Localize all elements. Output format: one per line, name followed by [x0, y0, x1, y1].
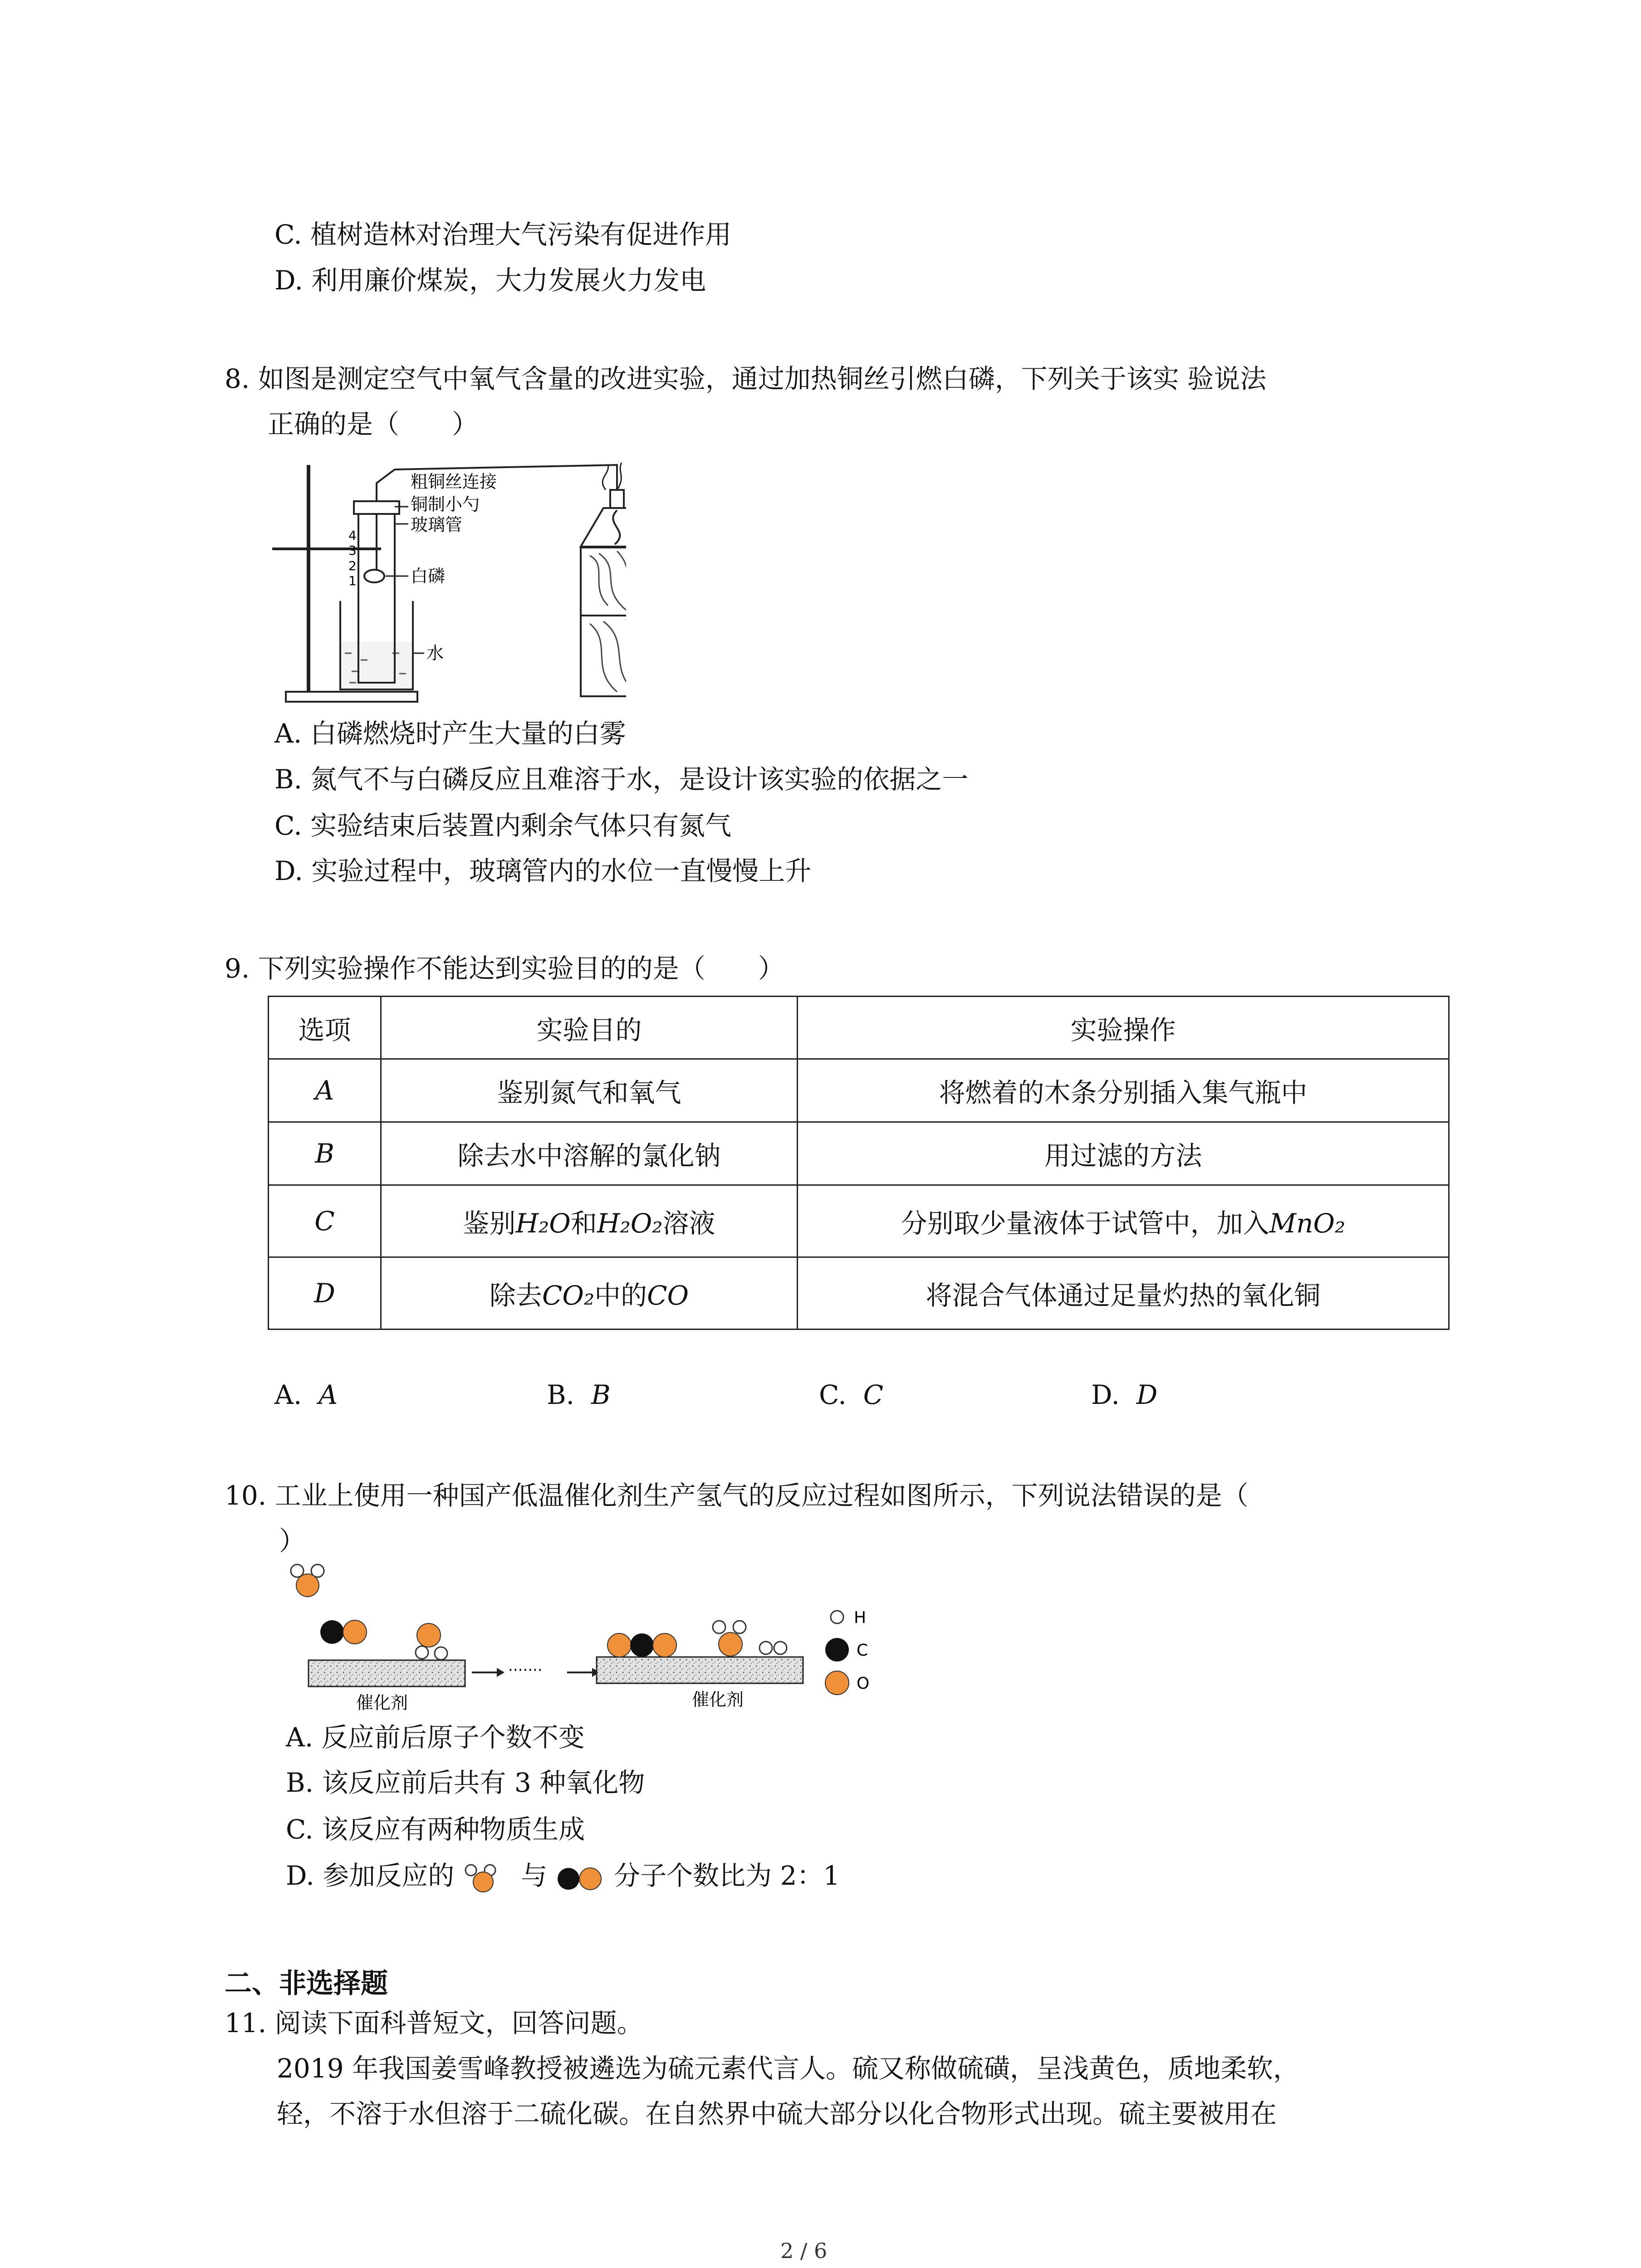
q9-choice-a: A. A [274, 1379, 338, 1410]
q8-option-b: B. 氮气不与白磷反应且难溶于水，是设计该实验的依据之一 [274, 764, 969, 795]
q10-option-d: D. 参加反应的 与 分子个数比为 2：1 [286, 1860, 840, 1893]
catalyst-right [597, 1657, 803, 1683]
q9-choice-b: B. B [547, 1379, 611, 1410]
row-a-purpose: 鉴别氮气和氧气 [381, 1059, 798, 1122]
q8-option-d: D. 实验过程中，玻璃管内的水位一直慢慢上升 [274, 855, 812, 886]
reaction-dots: ······· [508, 1661, 543, 1679]
catalyst-right-label: 催化剂 [692, 1690, 744, 1710]
q7-option-d: D. 利用廉价煤炭，大力发展火力发电 [274, 265, 706, 296]
co2-molecule [630, 1633, 654, 1657]
mark-1: 1 [348, 573, 357, 588]
table-row [269, 1059, 1449, 1122]
q9-stem: 9. 下列实验操作不能达到实验目的的是（ ） [225, 953, 784, 984]
co-molecule-carbon [320, 1620, 344, 1644]
table-header-row [269, 997, 1449, 1059]
copper-spoon [364, 570, 384, 582]
q9-choice-c: C. C [819, 1379, 884, 1410]
mark-2: 2 [348, 558, 357, 573]
q8-apparatus-figure [272, 451, 626, 705]
co-molecule-icon [556, 1864, 606, 1892]
catalyst-left [309, 1660, 465, 1686]
legend-c: C [857, 1641, 868, 1660]
row-a-operation: 将燃着的木条分别插入集气瓶中 [798, 1059, 1449, 1122]
tube-stopper [354, 501, 399, 514]
q10-stem-line1: 10. 工业上使用一种国产低温催化剂生产氢气的反应过程如图所示，下列说法错误的是（ [225, 1480, 1249, 1511]
label-wire: 粗铜丝连接 [411, 472, 497, 492]
row-c-option: C [269, 1185, 381, 1257]
q10-stem-line2: ） [279, 1525, 306, 1556]
water-in-beaker [341, 642, 412, 689]
row-d-operation: 将混合气体通过足量灼热的氧化铜 [798, 1257, 1449, 1330]
q8-stem-line2: 正确的是（ ） [268, 409, 479, 440]
legend-h: H [854, 1608, 867, 1627]
legend-hydrogen-icon [831, 1611, 843, 1623]
section-heading: 二、非选择题 [225, 1968, 388, 1999]
q9-choice-d: D. D [1091, 1379, 1158, 1410]
q8-stem-line1: 8. 如图是测定空气中氧气含量的改进实验，通过加热铜丝引燃白磷，下列关于该实 验说法 [225, 363, 1267, 394]
label-tube: 玻璃管 [411, 515, 463, 535]
flame [603, 463, 626, 490]
table-row [269, 1257, 1449, 1330]
row-d-option: D [269, 1257, 381, 1330]
mark-3: 3 [348, 543, 357, 558]
q11-paragraph-line1: 2019 年我国姜雪峰教授被遴选为硫元素代言人。硫又称做硫磺，呈浅黄色，质地柔软， [277, 2053, 1300, 2084]
label-phosphorus: 白磷 [411, 566, 446, 586]
water-on-catalyst [417, 1623, 441, 1647]
co-molecule-oxygen [343, 1620, 367, 1644]
mark-4: 4 [348, 528, 357, 543]
q10-reaction-figure [272, 1563, 889, 1717]
q9-options-table [268, 996, 1450, 1330]
q10-option-a: A. 反应前后原子个数不变 [286, 1722, 585, 1753]
legend-carbon-icon [825, 1638, 849, 1662]
row-b-purpose: 除去水中溶解的氯化钠 [381, 1122, 798, 1185]
row-c-operation: 分别取少量液体于试管中，加入MnO₂ [798, 1185, 1449, 1257]
q8-option-a: A. 白磷燃烧时产生大量的白雾 [274, 718, 626, 749]
lamp-wick [610, 490, 624, 508]
q11-stem: 11. 阅读下面科普短文，回答问题。 [225, 2008, 643, 2038]
row-c-purpose: 鉴别H₂O和H₂O₂溶液 [381, 1185, 798, 1257]
row-b-option: B [269, 1122, 381, 1185]
water-molecule [296, 1574, 319, 1597]
q10-option-b: B. 该反应前后共有 3 种氧化物 [286, 1767, 645, 1798]
h2-molecule [759, 1642, 772, 1654]
label-spoon: 铜制小勺 [411, 494, 480, 514]
stand-base [286, 692, 417, 702]
row-a-option: A [269, 1059, 381, 1122]
row-b-operation: 用过滤的方法 [798, 1122, 1449, 1185]
header-operation: 实验操作 [798, 997, 1449, 1059]
page-number: 2 / 6 [780, 2239, 828, 2263]
q7-option-c: C. 植树造林对治理大气污染有促进作用 [274, 219, 732, 250]
row-d-purpose: 除去CO₂中的CO [381, 1257, 798, 1330]
legend-o: O [857, 1674, 870, 1693]
header-purpose: 实验目的 [381, 997, 798, 1059]
q10-option-c: C. 该反应有两种物质生成 [286, 1814, 585, 1845]
water-molecule-icon [463, 1863, 513, 1893]
lamp-body [581, 508, 626, 547]
table-row [269, 1185, 1449, 1257]
catalyst-left-label: 催化剂 [356, 1693, 408, 1713]
table-row [269, 1122, 1449, 1185]
header-option: 选项 [269, 997, 381, 1059]
legend-oxygen-icon [825, 1671, 849, 1695]
label-water: 水 [426, 643, 444, 663]
q11-paragraph-line2: 轻，不溶于水但溶于二硫化碳。在自然界中硫大部分以化合物形式出现。硫主要被用在 [277, 2098, 1277, 2129]
q8-option-c: C. 实验结束后装置内剩余气体只有氮气 [274, 810, 732, 841]
